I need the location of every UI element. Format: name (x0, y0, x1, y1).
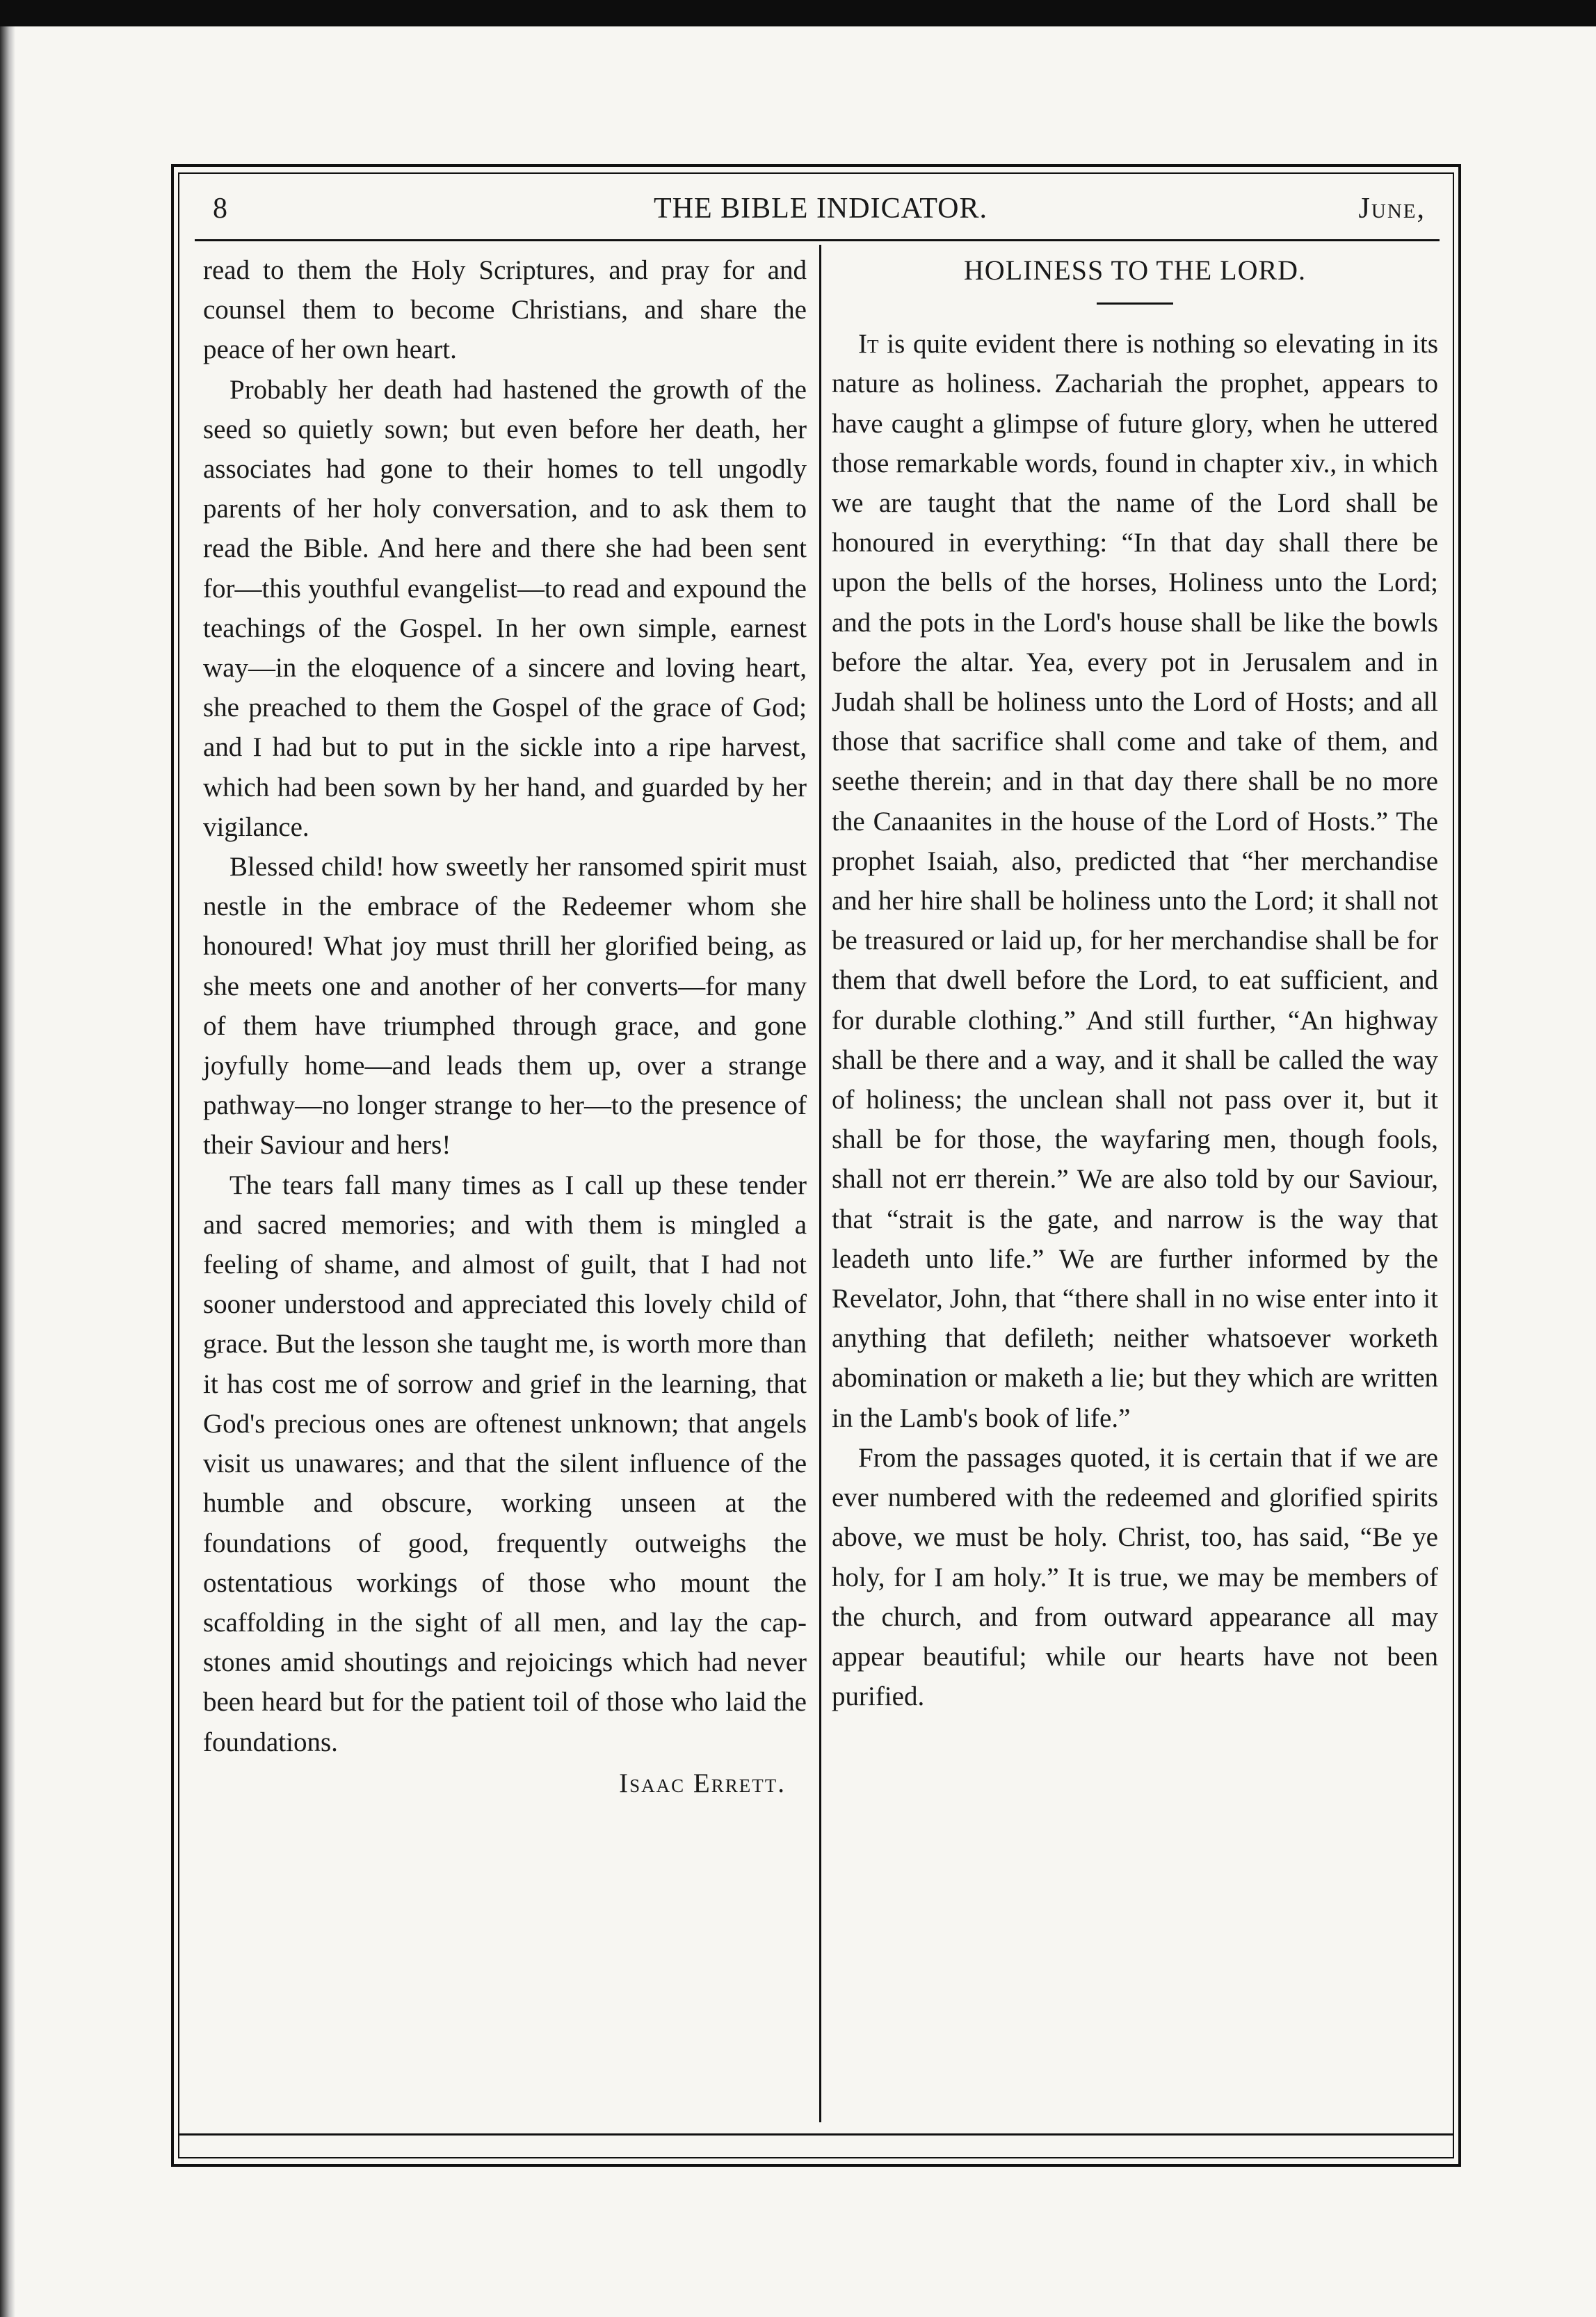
left-column (203, 250, 807, 1803)
journal-title: THE BIBLE INDICATOR. (653, 193, 988, 225)
left-paragraph-3: Blessed child! how sweetly her ransomed spirit must nestle in the embrace of the Redeemer whom she honoured! What joy must thrill her glorified being, as she meets one and another of her converts—for many of them have triumphed through grace, and gone joyfully home—and leads them up, over a strange pathway—no longer strange to her—to the presence of their Saviour and hers! (203, 852, 807, 1161)
scan-left-edge (0, 26, 15, 2317)
lead-word: It (858, 329, 879, 360)
footer-rule (178, 2133, 1454, 2136)
column-divider (819, 245, 821, 2122)
left-paragraph-2: Probably her death had hastened the growth of the seed so quietly sown; but even before her death, her associates had gone to their homes to tell ungodly parents of her holy conversation, and to ask them to read the Bible. And here and there she had been sent for—this youthful evangelist—to read and expound the teachings of the Gospel. In her own simple, earnest way—in the eloquence of a sincere and loving heart, she preached to them the Gospel of the grace of God; and I had but to put in the sickle into a ripe harvest, which had been sown by her hand, and guarded by her vigilance. (203, 374, 807, 842)
heading-rule (1097, 302, 1173, 305)
scan-top-edge (0, 0, 1596, 26)
author-signature: Isaac Errett. (619, 1768, 786, 1798)
article-heading: HOLINESS TO THE LORD. (963, 255, 1307, 286)
left-paragraph-4: The tears fall many times as I call up these tender and sacred memories; and with them is mingled a feeling of shame, and almost of guilt, that I had not sooner understood and appreciated this lovely child of grace. But the lesson she taught me, is worth more than it has cost me of sorrow and grief in the learning, that God's precious ones are oftenest unknown; that angels visit us unawares; and that the silent influence of the humble and obscure, working unseen at the foundations of good, frequently outweighs the ostentatious workings of those who mount the scaffolding in the sight of all men, and lay the cap-stones amid shoutings and rejoicings which had never been heard but for the patient toil of those who laid the foundations. (203, 1170, 807, 1757)
issue-month: June, (1358, 193, 1426, 225)
left-paragraph-1: read to them the Holy Scriptures, and pray for and counsel them to become Christians, and share the peace of her own heart. (203, 255, 807, 365)
page-number: 8 (213, 193, 227, 225)
right-column (832, 250, 1438, 1716)
right-paragraph-1 (832, 324, 1438, 1438)
running-header (195, 186, 1446, 231)
header-rule (195, 239, 1440, 241)
right-paragraph-1-text: is quite evident there is nothing so elevating in its nature as holiness. Zachariah the prophet, appears to have caught a glimpse of future glory, when he uttered those remarkable words, found in chapter xiv., in which we are taught that the name of the Lord shall be honoured in everything: “In that day shall there be upon the bells of the horses, Holiness unto the Lord; and the pots in the Lord's house shall be like the bowls before the altar. Yea, every pot in Jerusalem and in Judah shall be holiness unto the Lord of Hosts; and all those that sacrifice shall come and take of them, and seethe therein; and in that day there shall be no more the Canaanites in the house of the Lord of Hosts.” The prophet Isaiah, also, predicted that “her merchandise and her hire shall be holiness unto the Lord; it shall not be treasured or laid up, for her merchandise shall be for them that dwell before the Lord, to eat sufficient, and for durable clothing.” And still further, “An highway shall be there and a way, and it shall be called the way of holiness; the unclean shall not pass over it, but it shall be for those, the wayfaring men, though fools, shall not err therein.” We are also told by our Saviour, that “strait is the gate, and narrow is the way that leadeth unto life.” We are further informed by the Revelator, John, that “there shall in no wise enter into it anything that defileth; neither whatsoever worketh abomination or maketh a lie; but they which are written in the Lamb's book of life.” (832, 329, 1438, 1433)
right-paragraph-2: From the passages quoted, it is certain that if we are ever numbered with the redeemed and glorified spirits above, we must be holy. Christ, too, has said, “Be ye holy, for I am holy.” It is true, we may be members of the church, and from outward appearance all may appear beautiful; while our hearts have not been purified. (832, 1442, 1438, 1712)
